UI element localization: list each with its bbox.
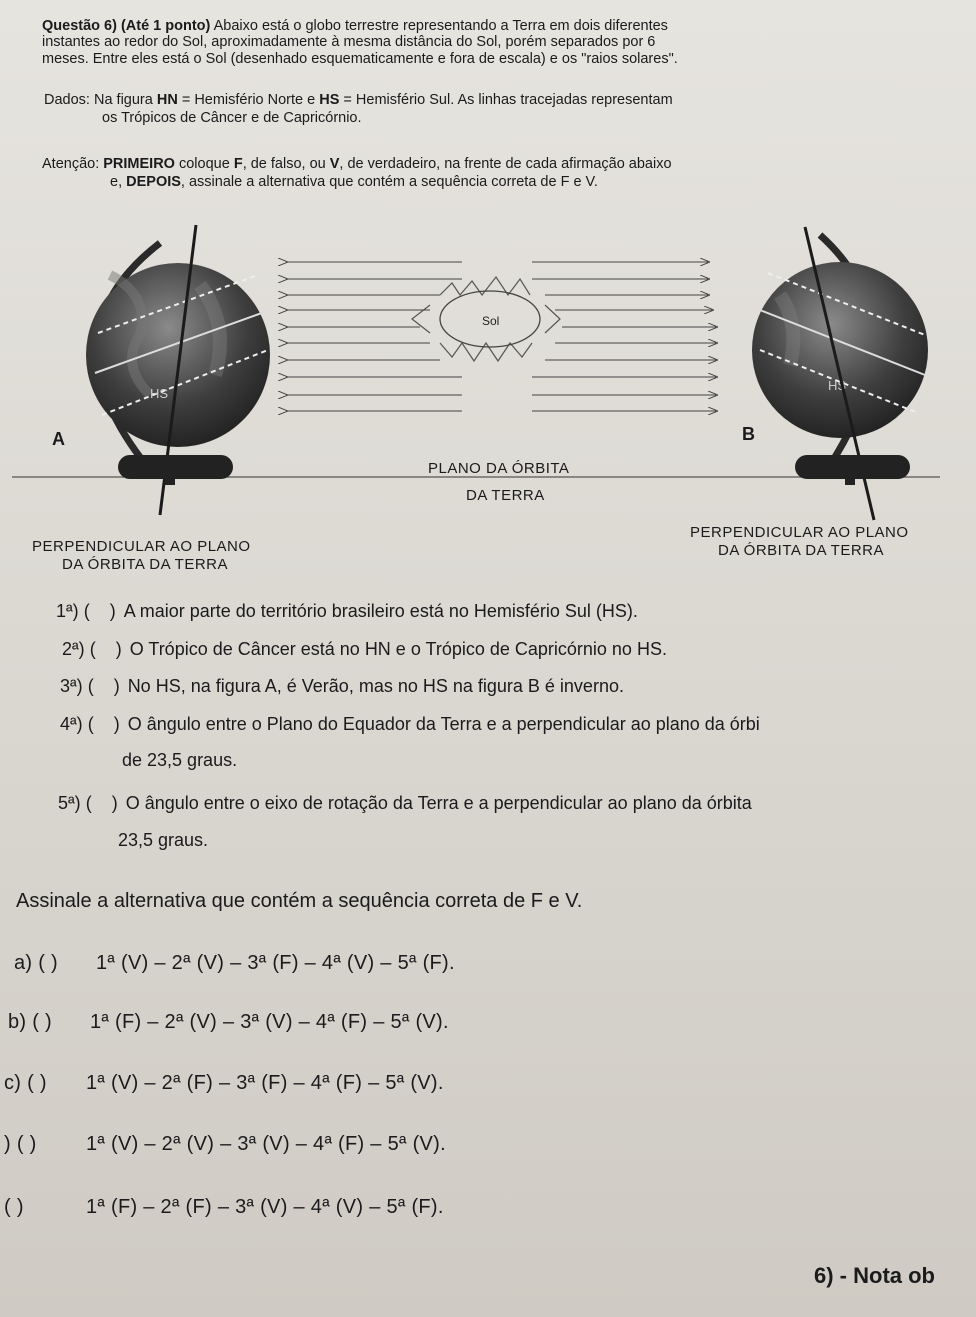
solar-rays-left xyxy=(286,262,462,411)
statement-5-continuation: 23,5 graus. xyxy=(118,830,209,850)
statement-1: 1ª) ( ) A maior parte do território brasileiro está no Hemisfério Sul (HS). xyxy=(56,601,638,621)
sun-label: Sol xyxy=(482,314,500,328)
statement-5-blank[interactable]: ( ) xyxy=(85,793,118,813)
question-header-line3: meses. Entre eles está o Sol (desenhado esquematicamente e fora de escala) e os "raios solares". xyxy=(42,51,678,67)
perp-right-label-2: DA ÓRBITA DA TERRA xyxy=(718,542,884,559)
footer-nota: 6) - Nota ob xyxy=(814,1263,935,1288)
globe-b-sphere xyxy=(752,262,928,438)
statement-3-blank[interactable]: ( ) xyxy=(87,676,120,696)
globe-a xyxy=(52,225,270,515)
atencao-line1: Atenção: PRIMEIRO coloque F, de falso, ou V, de verdadeiro, na frente de cada afirmação abaixo xyxy=(42,156,672,172)
statement-1-blank[interactable]: ( ) xyxy=(83,601,116,621)
option-e[interactable]: ( ) 1ª (F) – 2ª (F) – 3ª (V) – 4ª (V) – 5ª (F). xyxy=(4,1196,444,1218)
statement-4: 4ª) ( ) O ângulo entre o Plano do Equador da Terra e a perpendicular ao plano da órbi xyxy=(60,714,760,734)
statement-3: 3ª) ( ) No HS, na figura A, é Verão, mas no HS na figura B é inverno. xyxy=(60,676,624,696)
globe-a-sphere xyxy=(86,263,270,447)
question-header-line1: Questão 6) (Até 1 ponto) Abaixo está o globo terrestre representando a Terra em dois diferentes xyxy=(42,18,668,34)
question-prompt: Assinale a alternativa que contém a sequência correta de F e V. xyxy=(16,890,583,912)
plane-label-2: DA TERRA xyxy=(466,487,545,504)
atencao-line2: e, DEPOIS, assinale a alternativa que contém a sequência correta de F e V. xyxy=(110,174,598,190)
option-b[interactable]: b) ( ) 1ª (F) – 2ª (V) – 3ª (V) – 4ª (F) – 5ª (V). xyxy=(8,1011,449,1033)
option-d[interactable]: ) ( ) 1ª (V) – 2ª (V) – 3ª (V) – 4ª (F) – 5ª (V). xyxy=(4,1133,446,1155)
dados-line1: Dados: Na figura HN = Hemisfério Norte e HS = Hemisfério Sul. As linhas tracejadas representam xyxy=(44,92,673,108)
sun xyxy=(412,277,560,361)
statement-4-continuation: de 23,5 graus. xyxy=(122,750,238,770)
globe-b xyxy=(742,227,928,520)
statement-2-blank[interactable]: ( ) xyxy=(89,639,122,659)
sun-rays-bottom xyxy=(440,343,532,361)
perp-left-label-1: PERPENDICULAR AO PLANO xyxy=(32,538,251,555)
perp-right-label-1: PERPENDICULAR AO PLANO xyxy=(690,524,909,541)
statement-2: 2ª) ( ) O Trópico de Câncer está no HN e o Trópico de Capricórnio no HS. xyxy=(62,639,667,659)
dados-line2: os Trópicos de Câncer e de Capricórnio. xyxy=(102,110,362,126)
question-header-line2: instantes ao redor do Sol, aproximadamente à mesma distância do Sol, porém separados por 6 xyxy=(42,34,656,50)
globe-a-base xyxy=(118,455,233,479)
solar-rays-right xyxy=(532,262,716,411)
statement-5: 5ª) ( ) O ângulo entre o eixo de rotação da Terra e a perpendicular ao plano da órbita xyxy=(58,793,752,813)
earth-orbit-figure xyxy=(0,215,976,585)
option-a[interactable]: a) ( ) 1ª (V) – 2ª (V) – 3ª (F) – 4ª (V) – 5ª (F). xyxy=(14,952,455,974)
label-b: B xyxy=(742,424,755,444)
statement-4-blank[interactable]: ( ) xyxy=(87,714,120,734)
plane-label-1: PLANO DA ÓRBITA xyxy=(428,460,570,477)
sun-rays-top xyxy=(440,277,530,295)
globe-a-hs-label: HS xyxy=(150,386,169,401)
label-a: A xyxy=(52,429,65,449)
globe-b-base xyxy=(795,455,910,479)
perp-left-label-2: DA ÓRBITA DA TERRA xyxy=(62,556,228,573)
option-c[interactable]: c) ( ) 1ª (V) – 2ª (F) – 3ª (F) – 4ª (F) – 5ª (V). xyxy=(4,1072,444,1094)
question-number: Questão 6) (Até 1 ponto) xyxy=(42,18,211,34)
globe-b-hs-label: HS xyxy=(828,378,847,393)
